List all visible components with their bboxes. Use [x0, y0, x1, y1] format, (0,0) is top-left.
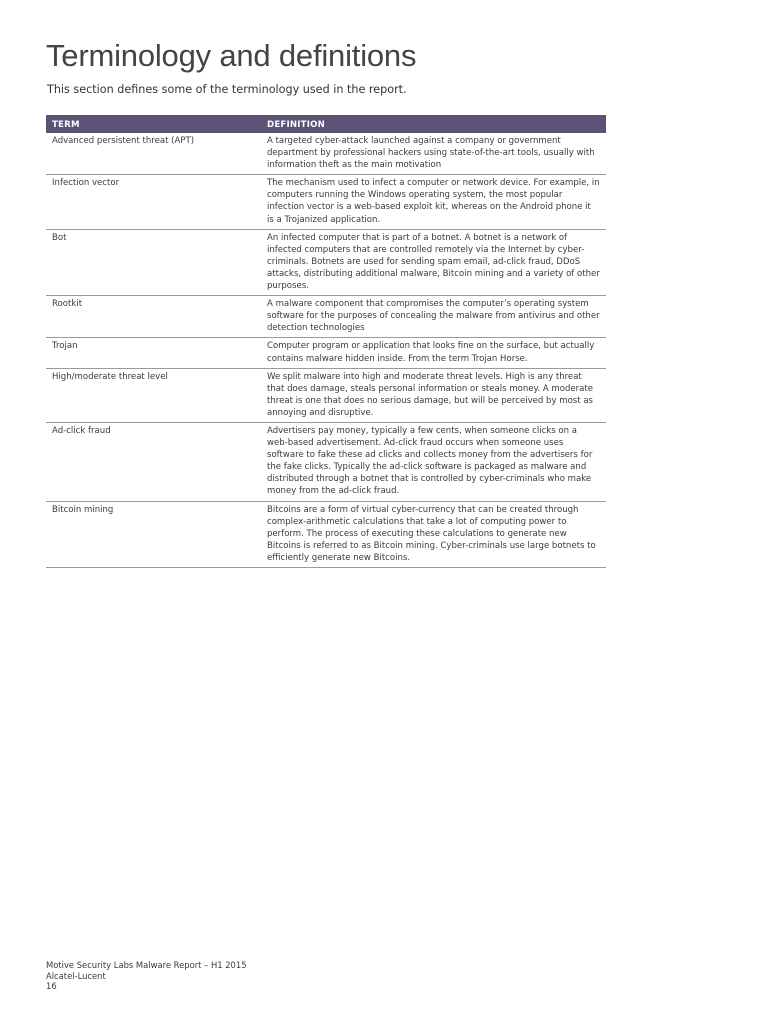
- definition-cell: A targeted cyber-attack launched against a company or government department by professional hackers using state-of-the-art tools, usually with information theft as the main motivation: [261, 133, 606, 175]
- table-row: [46, 338, 606, 368]
- definition-cell: A malware component that compromises the computer’s operating system software for the purposes of concealing the malware from antivirus and other detection technologies: [261, 296, 606, 338]
- table-row: [46, 296, 606, 338]
- term-cell: Advanced persistent threat (APT): [46, 133, 261, 175]
- table-header-row: [46, 115, 606, 133]
- terminology-table: [46, 115, 606, 568]
- footer-report-title: Motive Security Labs Malware Report – H1 2015: [46, 960, 247, 970]
- definition-cell: The mechanism used to infect a computer or network device. For example, in computers running the Windows operating system, the most popular infection vector is a web-based exploit kit, whereas on the Android phone it is a Trojanized application.: [261, 175, 606, 229]
- table-row: [46, 422, 606, 501]
- definition-cell: Advertisers pay money, typically a few cents, when someone clicks on a web-based advertisement. Ad-click fraud occurs when someone uses software to fake these ad clicks and collects money from the advertisers for the fake clicks. Typically the ad-click software is packaged as malware and distributed through a botnet that is controlled by cyber-criminals who make money from the ad-click fraud.: [261, 422, 606, 501]
- table-row: [46, 501, 606, 567]
- term-cell: High/moderate threat level: [46, 368, 261, 422]
- term-cell: Ad-click fraud: [46, 422, 261, 501]
- definition-cell: We split malware into high and moderate threat levels. High is any threat that does damage, steals personal information or steals money. A moderate threat is one that does no serious damage, but will be perceived by most as annoying and disruptive.: [261, 368, 606, 422]
- page-number: 16: [46, 981, 57, 991]
- table-row: [46, 229, 606, 295]
- page-footer: [46, 960, 247, 992]
- page-title: Terminology and definitions: [46, 38, 417, 73]
- term-cell: Bitcoin mining: [46, 501, 261, 567]
- term-cell: Infection vector: [46, 175, 261, 229]
- definition-cell: Bitcoins are a form of virtual cyber-currency that can be created through complex-arithmetic calculations that take a lot of computing power to perform. The process of executing these calculations to generate new Bitcoins is referred to as Bitcoin mining. Cyber-criminals use large botnets to efficiently generate new Bitcoins.: [261, 501, 606, 567]
- table-row: [46, 368, 606, 422]
- definition-cell: Computer program or application that looks fine on the surface, but actually contains malware hidden inside. From the term Trojan Horse.: [261, 338, 606, 368]
- column-header-term: TERM: [46, 115, 261, 133]
- footer-company: Alcatel-Lucent: [46, 970, 106, 981]
- term-cell: Rootkit: [46, 296, 261, 338]
- table-row: [46, 133, 606, 175]
- definition-cell: An infected computer that is part of a botnet. A botnet is a network of infected computers that are controlled remotely via the Internet by cyber-criminals. Botnets are used for sending spam email, ad-click fraud, DDoS attacks, distributing additional malware, Bitcoin mining and a variety of other purposes.: [261, 229, 606, 295]
- intro-text: This section defines some of the terminology used in the report.: [47, 83, 407, 96]
- term-cell: Bot: [46, 229, 261, 295]
- table-row: [46, 175, 606, 229]
- column-header-definition: DEFINITION: [261, 115, 606, 133]
- term-cell: Trojan: [46, 338, 261, 368]
